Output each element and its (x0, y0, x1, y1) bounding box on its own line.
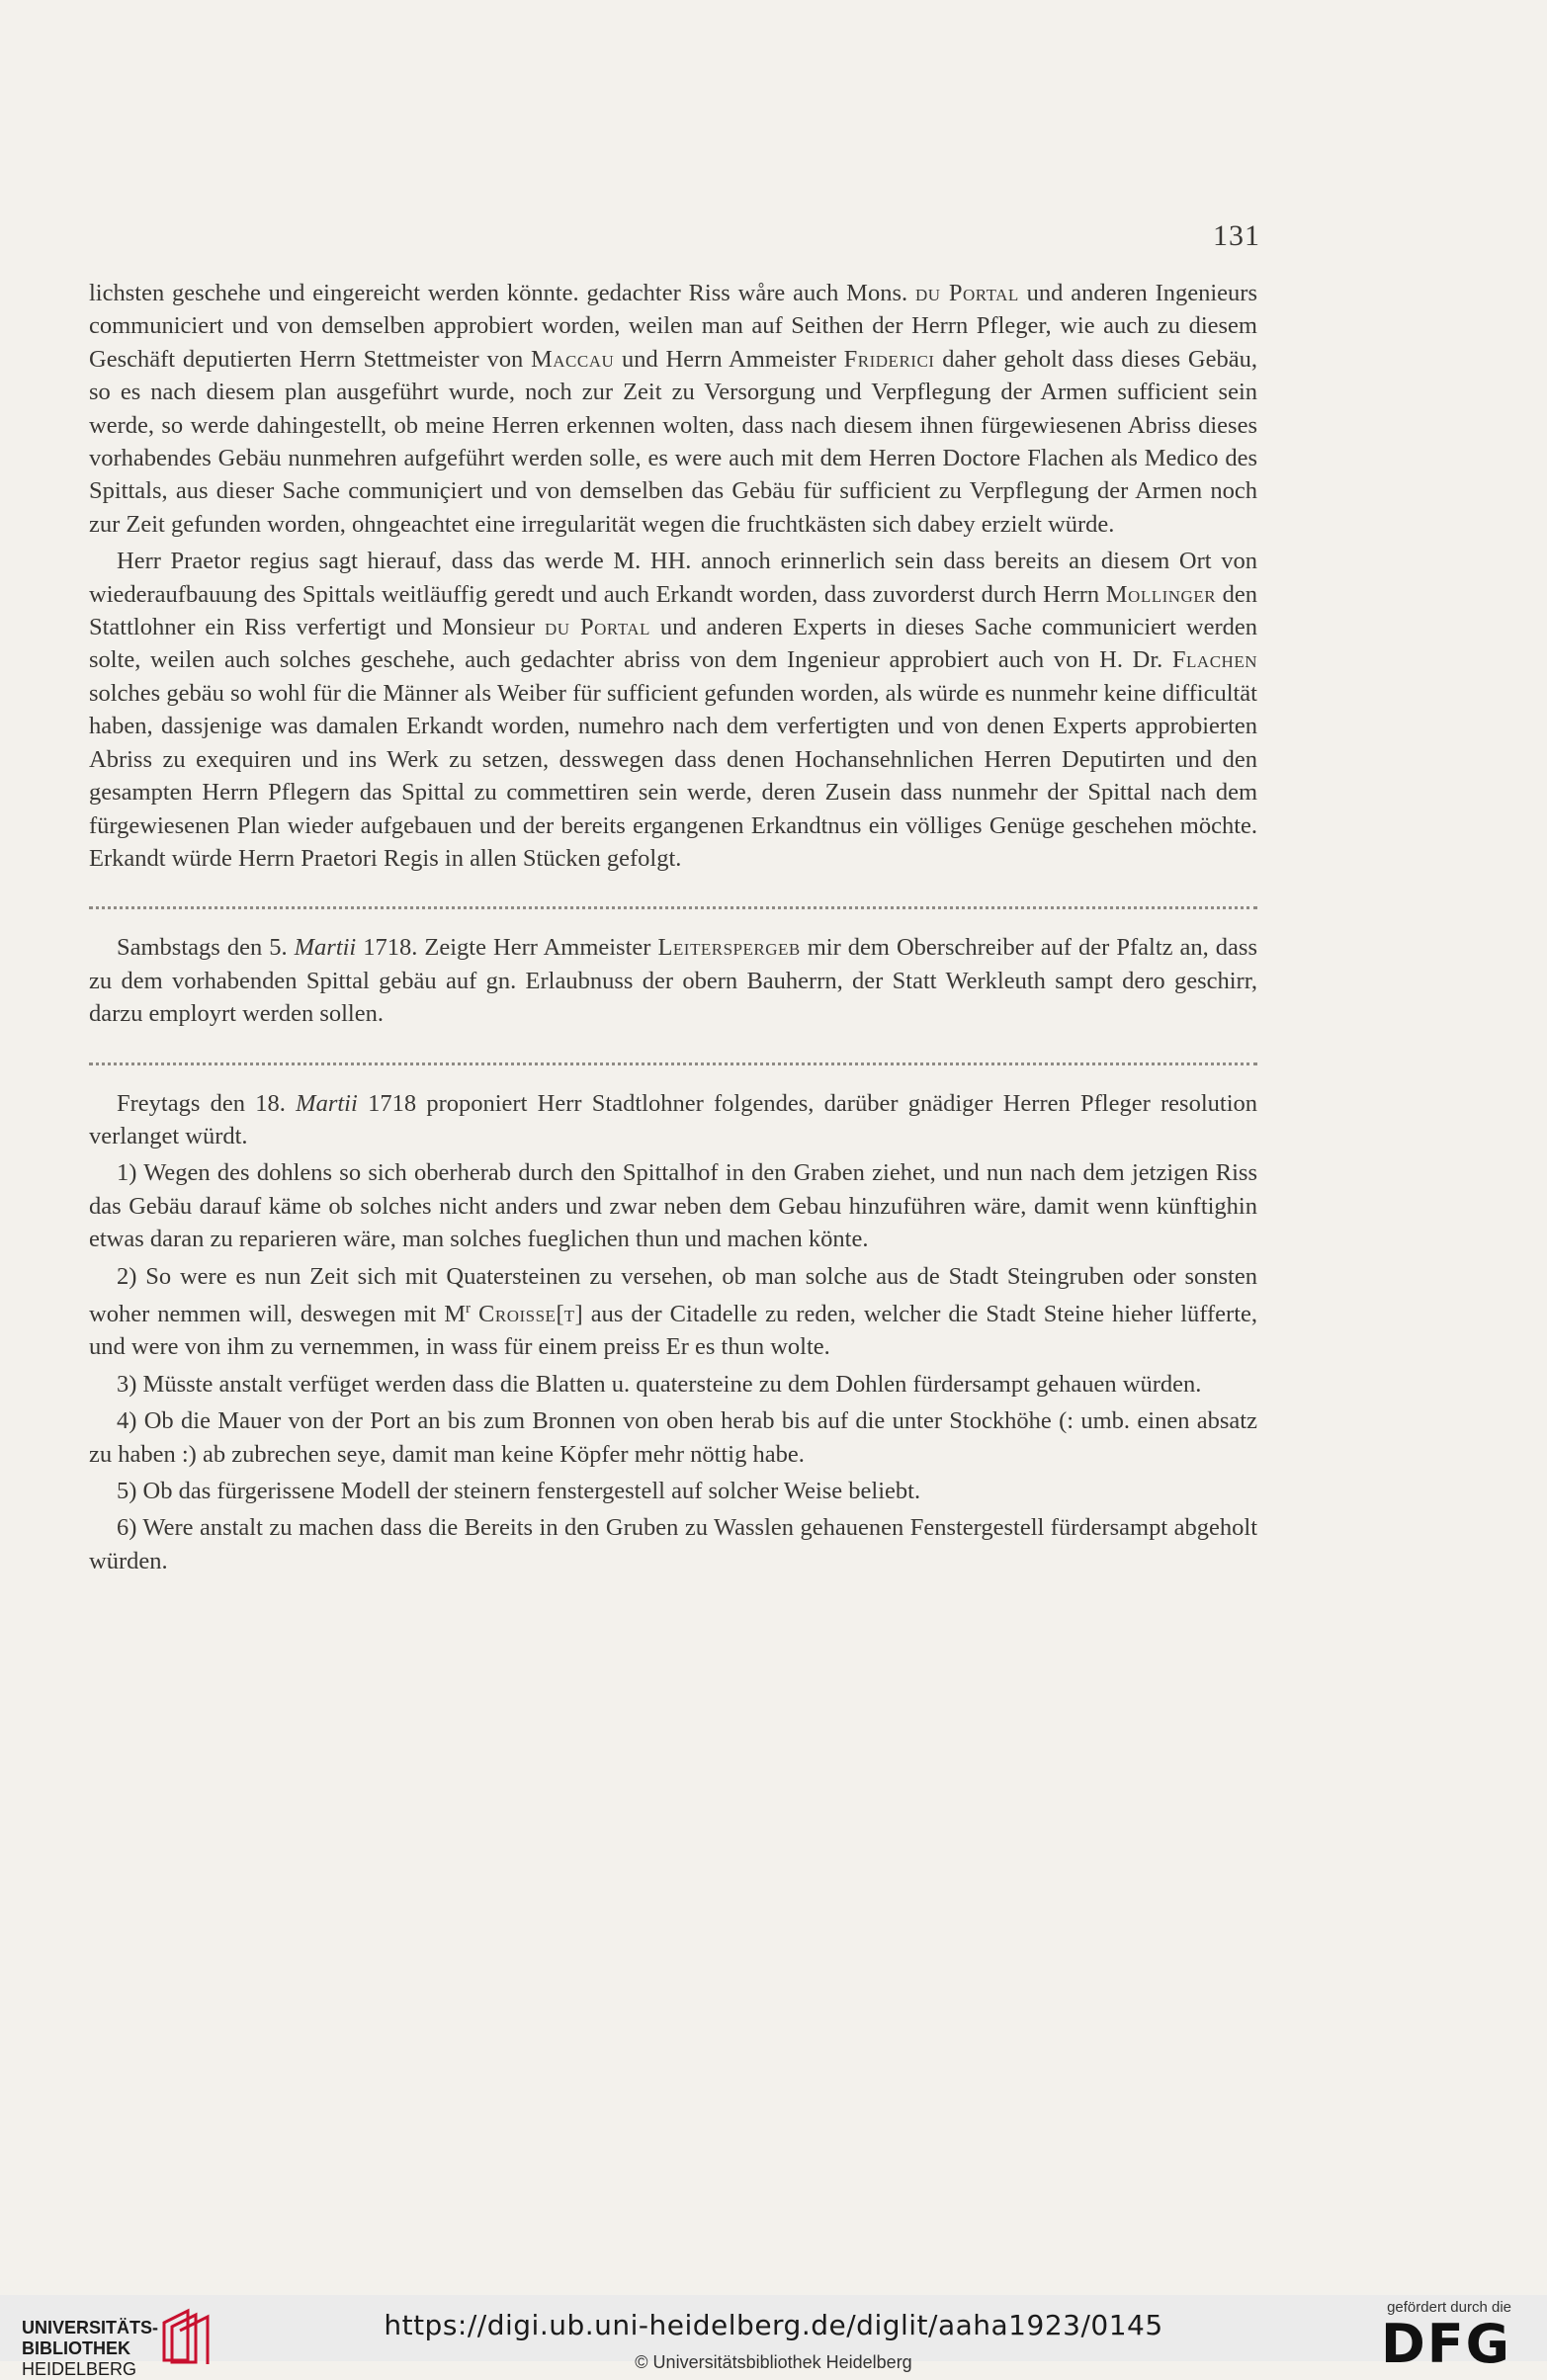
name-small-caps: Flachen (1171, 646, 1257, 674)
paragraph (89, 1260, 1257, 1364)
separator-dots (89, 1035, 1257, 1065)
text-run: ] aus der Citadelle zu reden, welcher die Stadt Steine hieher lüfferte, und were von ihm zu vernemmen, in wass für einem preiss Er es thun wolte. (89, 1300, 1258, 1361)
text-run: 5) Ob das fürgerissene Modell der steinern fenstergestell auf solcher Weise beliebt. (117, 1478, 921, 1504)
paragraph (89, 1368, 1257, 1401)
library-name-line1: UNIVERSITÄTS- (22, 2318, 159, 2338)
name-small-caps: du Portal (914, 280, 1019, 306)
name-small-caps: Croisse (478, 1300, 557, 1327)
paragraph (89, 545, 1257, 875)
paragraph (89, 1087, 1257, 1153)
text-block (89, 277, 1257, 1577)
text-run: 3) Müsste anstalt verfüget werden dass die Blatten u. quatersteine zu dem Dohlen fürdersampt gehauen würden. (117, 1370, 1202, 1398)
text-run: lichsten geschehe und eingereicht werden könnte. gedachter Riss wåre auch Mons. (89, 280, 915, 306)
text-run: daher geholt dass dieses Gebäu, so es nach diesem plan ausgeführt wurde, noch zur Zeit zu Versorgung und Verpflegung der Armen sufficient sein werde, so werde dahingestellt, ob meine Herren erkennen wolten, dass nach diesem ihnen fürgewiesenen Abriss dieses vorhabendes Gebäu nunmehren aufgeführt werden solle, es were auch mit dem Herren Doctore Flachen als Medico des Spittals, aus dieser Sache communiçiert und von demselben das Gebäu für sufficient zu Verpflegung der Armen noch zur Zeit gefunden worden, ohngeachtet eine irregularität wegen die fruchtkästen sich dabey erzielt würde. (89, 345, 1257, 538)
name-small-caps: Friderici (843, 345, 935, 373)
text-run: und Herrn Ammeister (614, 345, 844, 373)
italic-term: Martii (294, 934, 357, 962)
italic-term: Martii (296, 1089, 358, 1117)
text-run: 1718 proponiert Herr Stadtlohner folgendes, darüber gnädiger Herren Pfleger resolution verlanget würdt. (89, 1089, 1257, 1149)
superscript: r (466, 1300, 471, 1317)
page-number: 131 (1213, 219, 1260, 252)
paragraph (89, 931, 1257, 1030)
library-name-line3: HEIDELBERG (22, 2359, 137, 2379)
text-run: und anderen Experts in dieses Sache communiciert werden solte, weilen auch solches geschehe, auch gedachter abriss von dem Ingenieur approbiert auch von H. Dr. (89, 614, 1258, 674)
text-run: Sambstags den 5. (117, 934, 295, 962)
paragraph (89, 1475, 1257, 1507)
text-run: 1718. Zeigte Herr Ammeister (356, 934, 658, 962)
text-run: Herr Praetor regius sagt hierauf, dass das werde M. HH. annoch erinnerlich sein dass bereits an diesem Ort von wiederaufbauung des Spittals weitläuffig geredt und auch Erkandt worden, dass zuvorderst durch Herrn (89, 548, 1257, 608)
copyright-notice: © Universitätsbibliothek Heidelberg (635, 2352, 912, 2372)
separator-dots (89, 879, 1257, 909)
paragraph (89, 1511, 1257, 1577)
name-small-caps: du Portal (545, 614, 650, 641)
text-run: 4) Ob die Mauer von der Port an bis zum Bronnen von oben herab bis auf die unter Stockhöhe (: umb. einen absatz zu haben :) ab zubrechen seye, damit man keine Köpfer mehr nöttig habe. (89, 1407, 1257, 1468)
source-url-link[interactable]: https://digi.ub.uni-heidelberg.de/diglit/aaha1923/0145 (384, 2309, 1163, 2341)
text-run: und anderen Ingenieurs communiciert und von demselben approbiert worden, weilen man auf Seithen der Herrn Pfleger, wie auch zu diesem Geschäft deputierten Herrn Stettmeister von (89, 280, 1257, 373)
footer-bar (0, 2295, 1547, 2379)
dfg-logo[interactable]: DFG (1380, 2313, 1511, 2375)
paragraph (89, 1404, 1257, 1471)
text-run: 1) Wegen des dohlens so sich oberherab durch den Spittalhof in den Graben ziehet, und nun nach dem jetzigen Riss das Gebäu darauf käme ob solches nicht anders und zwar neben dem Gebau hinzuführen wäre, damit wenn künftighin etwas daran zu reparieren wäre, man solches fueglichen thun und machen könte. (89, 1159, 1257, 1253)
text-run: 6) Were anstalt zu machen dass die Bereits in den Gruben zu Wasslen gehauenen Fenstergestell fürdersampt abgeholt würden. (89, 1514, 1257, 1574)
paragraph (89, 277, 1257, 541)
name-small-caps: Leiterspergeb (657, 934, 801, 962)
paragraph (89, 1156, 1257, 1255)
name-small-caps: t (563, 1300, 575, 1327)
library-name-line2: BIBLIOTHEK (22, 2338, 130, 2358)
text-run: [ (556, 1300, 564, 1327)
text-run: den Stattlohner ein Riss verfertigt und Monsieur (89, 580, 1258, 641)
text-run: 2) So were es nun Zeit sich mit Quatersteinen zu versehen, ob man solche aus de Stadt Steingruben oder sonsten woher nemmen will, deswegen mit M (89, 1262, 1257, 1327)
text-run: solches gebäu so wohl für die Männer als Weiber für sufficient gefunden worden, als würde es nunmehr keine difficultät haben, dassjenige was damalen Erkandt worden, numehro nach dem verfertigten und von denen Experts approbierten Abriss zu exequiren und ins Werk zu setzen, desswegen dass denen Hochansehnlichen Herren Deputirten und den gesampten Herrn Pflegern das Spittal zu commettiren sein werde, deren Zusein dass nunmehr der Spittal nach dem fürgewiesenen Plan wieder aufgebauen und der bereits ergangenen Erkandtnus ein völliges Genüge geschehen möchte. Erkandt würde Herrn Praetori Regis in allen Stücken gefolgt. (89, 679, 1257, 872)
funder-caption: gefördert durch die (1387, 2299, 1511, 2316)
text-run (471, 1301, 478, 1327)
text-run: Freytags den 18. (117, 1089, 297, 1117)
name-small-caps: Maccau (530, 345, 615, 373)
text-run: mir dem Oberschreiber auf der Pfaltz an, dass zu dem vorhabenden Spittal gebäu auf gn. Erlaubnuss der obern Bauherrn, der Statt Werkleuth sampt dero geschirr, darzu employrt werden sollen. (89, 934, 1257, 1028)
name-small-caps: Mollinger (1105, 580, 1217, 608)
